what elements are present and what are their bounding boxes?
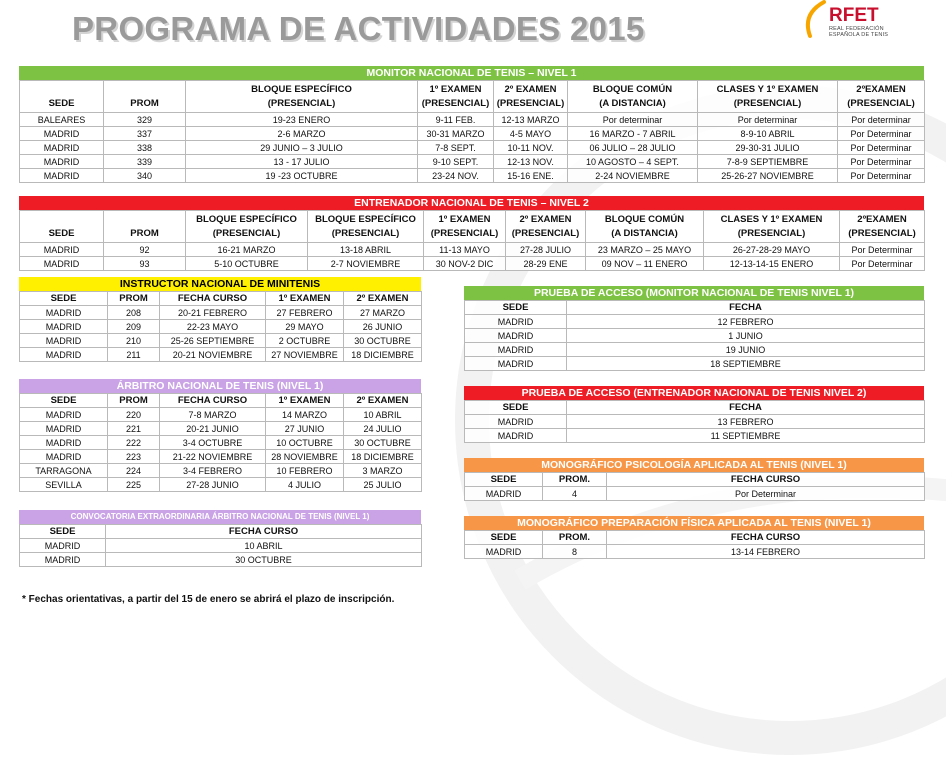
table-row [465, 357, 925, 371]
footnote: * Fechas orientativas, a partir del 15 de enero se abrirá el plazo de inscripción. [22, 594, 395, 605]
table-cell: 12 FEBRERO [567, 315, 925, 329]
header-cell: 2ºEXAMEN (PRESENCIAL) [840, 211, 925, 243]
table-cell: 12-13 MARZO [494, 113, 568, 127]
table-cell: BALEARES [20, 113, 104, 127]
table-cell: 2 OCTUBRE [266, 334, 344, 348]
table-cell: MADRID [20, 243, 104, 257]
table-cell: 25 JULIO [344, 478, 422, 492]
table-cell: 10-11 NOV. [494, 141, 568, 155]
header-cell: SEDE [20, 394, 108, 408]
table-cell: 20-21 NOVIEMBRE [160, 348, 266, 362]
table-cell: 19 JUNIO [567, 343, 925, 357]
table-header-row [20, 394, 422, 408]
header-cell: SEDE [465, 301, 567, 315]
entrenador-table [19, 210, 925, 271]
table-cell: Por Determinar [607, 487, 925, 501]
header-cell: 1º EXAMEN [266, 292, 344, 306]
table-cell: Por Determinar [840, 243, 925, 257]
table-cell: 11 SEPTIEMBRE [567, 429, 925, 443]
header-cell: FECHA CURSO [160, 292, 266, 306]
table-row [20, 334, 422, 348]
table-cell: 22-23 MAYO [160, 320, 266, 334]
table-cell: 27 FEBRERO [266, 306, 344, 320]
table-cell: MADRID [20, 169, 104, 183]
table-cell: 14 MARZO [266, 408, 344, 422]
table-cell: 224 [108, 464, 160, 478]
table-row [20, 141, 925, 155]
table-cell: MADRID [465, 487, 543, 501]
table-cell: MADRID [465, 429, 567, 443]
table-cell: 27 MARZO [344, 306, 422, 320]
table-cell: 18 SEPTIEMBRE [567, 357, 925, 371]
table-cell: MADRID [20, 257, 104, 271]
table-cell: MADRID [20, 553, 106, 567]
table-cell: MADRID [20, 127, 104, 141]
table-cell: 24 JULIO [344, 422, 422, 436]
table-row [20, 422, 422, 436]
arbitro-table [19, 393, 422, 492]
table-cell: 2-6 MARZO [186, 127, 418, 141]
table-cell: 13 - 17 JULIO [186, 155, 418, 169]
logo-mark-icon [800, 0, 828, 44]
table-cell: 23-24 NOV. [418, 169, 494, 183]
header-cell: 2º EXAMEN (PRESENCIAL) [494, 81, 568, 113]
convocatoria-table [19, 524, 422, 567]
table-cell: 211 [108, 348, 160, 362]
table-cell: 25-26-27 NOVIEMBRE [698, 169, 838, 183]
table-row [20, 553, 422, 567]
table-row [20, 155, 925, 169]
table-cell: 26 JUNIO [344, 320, 422, 334]
table-cell: 30-31 MARZO [418, 127, 494, 141]
table-cell: 9-10 SEPT. [418, 155, 494, 169]
header-cell: SEDE [20, 525, 106, 539]
table-cell: 3-4 OCTUBRE [160, 436, 266, 450]
psicologia-table [464, 472, 925, 501]
preparacion-title: MONOGRÁFICO PREPARACIÓN FÍSICA APLICADA AL TENIS (NIVEL 1) [464, 516, 924, 530]
header-cell: BLOQUE COMÚN (A DISTANCIA) [586, 211, 704, 243]
table-cell: 10 ABRIL [344, 408, 422, 422]
table-header-row [20, 81, 925, 113]
prueba-monitor-table [464, 300, 925, 371]
arbitro-section [19, 379, 421, 492]
table-row [20, 113, 925, 127]
table-cell: 15-16 ENE. [494, 169, 568, 183]
table-cell: MADRID [465, 329, 567, 343]
logo-text: RFET [829, 5, 879, 26]
convocatoria-section [19, 510, 421, 567]
table-row [465, 429, 925, 443]
table-cell: MADRID [465, 357, 567, 371]
prueba-monitor-title: PRUEBA DE ACCESO (MONITOR NACIONAL DE TENIS NIVEL 1) [464, 286, 924, 300]
prueba-entrenador-table [464, 400, 925, 443]
table-cell: 19-23 ENERO [186, 113, 418, 127]
table-cell: 19 -23 OCTUBRE [186, 169, 418, 183]
table-row [465, 545, 925, 559]
header-cell: 1º EXAMEN (PRESENCIAL) [424, 211, 506, 243]
table-row [20, 348, 422, 362]
monitor-section [19, 66, 924, 183]
table-cell: 16-21 MARZO [186, 243, 308, 257]
table-cell: 220 [108, 408, 160, 422]
table-header-row [465, 401, 925, 415]
header-cell: SEDE [465, 473, 543, 487]
monitor-title: MONITOR NACIONAL DE TENIS – NIVEL 1 [19, 66, 924, 80]
table-header-row [20, 292, 422, 306]
table-cell: 340 [104, 169, 186, 183]
header-cell: SEDE [20, 81, 104, 113]
header-cell: PROM. [543, 473, 607, 487]
prueba-entrenador-title: PRUEBA DE ACCESO (ENTRENADOR NACIONAL DE TENIS NIVEL 2) [464, 386, 924, 400]
table-cell: 20-21 JUNIO [160, 422, 266, 436]
table-row [465, 343, 925, 357]
table-cell: 10 FEBRERO [266, 464, 344, 478]
table-header-row [20, 211, 925, 243]
table-cell: 339 [104, 155, 186, 169]
table-header-row [465, 531, 925, 545]
table-cell: 9-11 FEB. [418, 113, 494, 127]
table-cell: 30 OCTUBRE [344, 436, 422, 450]
minitenis-section [19, 277, 421, 362]
table-cell: MADRID [465, 545, 543, 559]
table-cell: 23 MARZO – 25 MAYO [586, 243, 704, 257]
monitor-table [19, 80, 925, 183]
table-cell: 3-4 FEBRERO [160, 464, 266, 478]
table-row [20, 169, 925, 183]
table-cell: 30 OCTUBRE [344, 334, 422, 348]
header-cell: SEDE [465, 531, 543, 545]
psicologia-section [464, 458, 924, 501]
table-row [20, 450, 422, 464]
header-cell: 2º EXAMEN [344, 292, 422, 306]
minitenis-table [19, 291, 422, 362]
table-cell: MADRID [20, 320, 108, 334]
table-cell: 8 [543, 545, 607, 559]
header-cell: FECHA [567, 301, 925, 315]
prueba-entrenador-section [464, 386, 924, 443]
table-cell: 4 JULIO [266, 478, 344, 492]
table-cell: 12-13 NOV. [494, 155, 568, 169]
table-cell: MADRID [20, 539, 106, 553]
table-cell: MADRID [20, 450, 108, 464]
header-cell: 2º EXAMEN [344, 394, 422, 408]
table-cell: 13 FEBRERO [567, 415, 925, 429]
table-cell: 21-22 NOVIEMBRE [160, 450, 266, 464]
header-cell: PROM. [543, 531, 607, 545]
table-cell: 20-21 FEBRERO [160, 306, 266, 320]
table-cell: 12-13-14-15 ENERO [704, 257, 840, 271]
table-cell: Por Determinar [838, 169, 925, 183]
table-row [20, 436, 422, 450]
table-row [20, 464, 422, 478]
table-cell: 4 [543, 487, 607, 501]
table-row [20, 257, 925, 271]
table-cell: 18 DICIEMBRE [344, 450, 422, 464]
table-cell: 2-7 NOVIEMBRE [308, 257, 424, 271]
header-cell: FECHA CURSO [607, 531, 925, 545]
header-cell: 1º EXAMEN [266, 394, 344, 408]
table-cell: 338 [104, 141, 186, 155]
table-cell: 4-5 MAYO [494, 127, 568, 141]
header-cell: SEDE [20, 211, 104, 243]
table-cell: 10 ABRIL [106, 539, 422, 553]
table-cell: Por Determinar [838, 127, 925, 141]
table-header-row [20, 525, 422, 539]
table-cell: Por Determinar [838, 141, 925, 155]
table-cell: 28-29 ENE [506, 257, 586, 271]
table-cell: MADRID [20, 334, 108, 348]
table-cell: 223 [108, 450, 160, 464]
table-cell: 210 [108, 334, 160, 348]
table-header-row [465, 473, 925, 487]
table-cell: Por Determinar [838, 155, 925, 169]
header-cell: FECHA [567, 401, 925, 415]
table-cell: 27 JUNIO [266, 422, 344, 436]
table-row [20, 243, 925, 257]
table-cell: 208 [108, 306, 160, 320]
table-row [465, 315, 925, 329]
table-cell: MADRID [465, 415, 567, 429]
convocatoria-title: CONVOCATORIA EXTRAORDINARIA ÁRBITRO NACIONAL DE TENIS (NIVEL 1) [19, 510, 421, 524]
table-cell: 16 MARZO - 7 ABRIL [568, 127, 698, 141]
table-cell: 27-28 JUNIO [160, 478, 266, 492]
header-cell: SEDE [20, 292, 108, 306]
table-cell: 93 [104, 257, 186, 271]
table-cell: 1 JUNIO [567, 329, 925, 343]
table-cell: 29 MAYO [266, 320, 344, 334]
header-cell: BLOQUE ESPECÍFICO (PRESENCIAL) [186, 81, 418, 113]
table-cell: 09 NOV – 11 ENERO [586, 257, 704, 271]
header-cell: FECHA CURSO [106, 525, 422, 539]
table-cell: Por Determinar [840, 257, 925, 271]
table-cell: MADRID [20, 436, 108, 450]
table-cell: MADRID [20, 306, 108, 320]
table-row [20, 127, 925, 141]
table-cell: Por determinar [568, 113, 698, 127]
header-cell: PROM [108, 292, 160, 306]
table-cell: 209 [108, 320, 160, 334]
table-cell: MADRID [20, 155, 104, 169]
table-cell: 27 NOVIEMBRE [266, 348, 344, 362]
header-cell: CLASES Y 1º EXAMEN (PRESENCIAL) [698, 81, 838, 113]
table-cell: 225 [108, 478, 160, 492]
table-cell: 92 [104, 243, 186, 257]
header-cell: 2º EXAMEN (PRESENCIAL) [506, 211, 586, 243]
table-row [20, 306, 422, 320]
table-cell: MADRID [465, 315, 567, 329]
header-cell: PROM [104, 211, 186, 243]
preparacion-table [464, 530, 925, 559]
table-cell: 10 AGOSTO – 4 SEPT. [568, 155, 698, 169]
table-cell: Por determinar [838, 113, 925, 127]
header-cell: CLASES Y 1º EXAMEN (PRESENCIAL) [704, 211, 840, 243]
entrenador-title: ENTRENADOR NACIONAL DE TENIS – NIVEL 2 [19, 196, 924, 210]
header-cell: PROM [104, 81, 186, 113]
table-cell: 7-8-9 SEPTIEMBRE [698, 155, 838, 169]
table-cell: 5-10 OCTUBRE [186, 257, 308, 271]
table-cell: MADRID [20, 348, 108, 362]
table-cell: MADRID [20, 408, 108, 422]
header-cell: 2ºEXAMEN (PRESENCIAL) [838, 81, 925, 113]
header-cell: BLOQUE COMÚN (A DISTANCIA) [568, 81, 698, 113]
rfet-logo [800, 0, 910, 50]
table-cell: MADRID [20, 422, 108, 436]
table-cell: 25-26 SEPTIEMBRE [160, 334, 266, 348]
table-cell: 221 [108, 422, 160, 436]
table-row [20, 320, 422, 334]
table-cell: 7-8 SEPT. [418, 141, 494, 155]
table-cell: 18 DICIEMBRE [344, 348, 422, 362]
table-row [20, 539, 422, 553]
table-cell: 2-24 NOVIEMBRE [568, 169, 698, 183]
table-cell: 329 [104, 113, 186, 127]
psicologia-title: MONOGRÁFICO PSICOLOGÍA APLICADA AL TENIS (NIVEL 1) [464, 458, 924, 472]
header-cell: FECHA CURSO [160, 394, 266, 408]
table-cell: 13-14 FEBRERO [607, 545, 925, 559]
page-title: PROGRAMA DE ACTIVIDADES 2015 [72, 10, 645, 47]
table-cell: 13-18 ABRIL [308, 243, 424, 257]
table-cell: MADRID [465, 343, 567, 357]
table-cell: Por determinar [698, 113, 838, 127]
table-cell: 27-28 JULIO [506, 243, 586, 257]
minitenis-title: INSTRUCTOR NACIONAL DE MINITENIS [19, 277, 421, 291]
preparacion-section [464, 516, 924, 559]
table-cell: 10 OCTUBRE [266, 436, 344, 450]
table-cell: 222 [108, 436, 160, 450]
header-cell: SEDE [465, 401, 567, 415]
header-cell: BLOQUE ESPECÍFICO (PRESENCIAL) [186, 211, 308, 243]
table-cell: 29 JUNIO – 3 JULIO [186, 141, 418, 155]
header-cell: FECHA CURSO [607, 473, 925, 487]
table-row [465, 415, 925, 429]
table-cell: 337 [104, 127, 186, 141]
table-cell: 28 NOVIEMBRE [266, 450, 344, 464]
table-row [465, 487, 925, 501]
logo-subtitle: REAL FEDERACIÓN ESPAÑOLA DE TENIS [829, 26, 889, 38]
table-cell: 30 NOV-2 DIC [424, 257, 506, 271]
table-cell: 26-27-28-29 MAYO [704, 243, 840, 257]
header-cell: 1º EXAMEN (PRESENCIAL) [418, 81, 494, 113]
table-cell: 8-9-10 ABRIL [698, 127, 838, 141]
prueba-monitor-section [464, 286, 924, 371]
table-cell: 7-8 MARZO [160, 408, 266, 422]
table-row [20, 478, 422, 492]
table-cell: 11-13 MAYO [424, 243, 506, 257]
table-row [20, 408, 422, 422]
entrenador-section [19, 196, 924, 271]
table-header-row [465, 301, 925, 315]
table-cell: 06 JULIO – 28 JULIO [568, 141, 698, 155]
header-cell: PROM [108, 394, 160, 408]
table-cell: TARRAGONA [20, 464, 108, 478]
table-cell: 30 OCTUBRE [106, 553, 422, 567]
arbitro-title: ÁRBITRO NACIONAL DE TENIS (NIVEL 1) [19, 379, 421, 393]
header-cell: BLOQUE ESPECÍFICO (PRESENCIAL) [308, 211, 424, 243]
table-row [465, 329, 925, 343]
table-cell: SEVILLA [20, 478, 108, 492]
table-cell: 3 MARZO [344, 464, 422, 478]
table-cell: 29-30-31 JULIO [698, 141, 838, 155]
table-cell: MADRID [20, 141, 104, 155]
